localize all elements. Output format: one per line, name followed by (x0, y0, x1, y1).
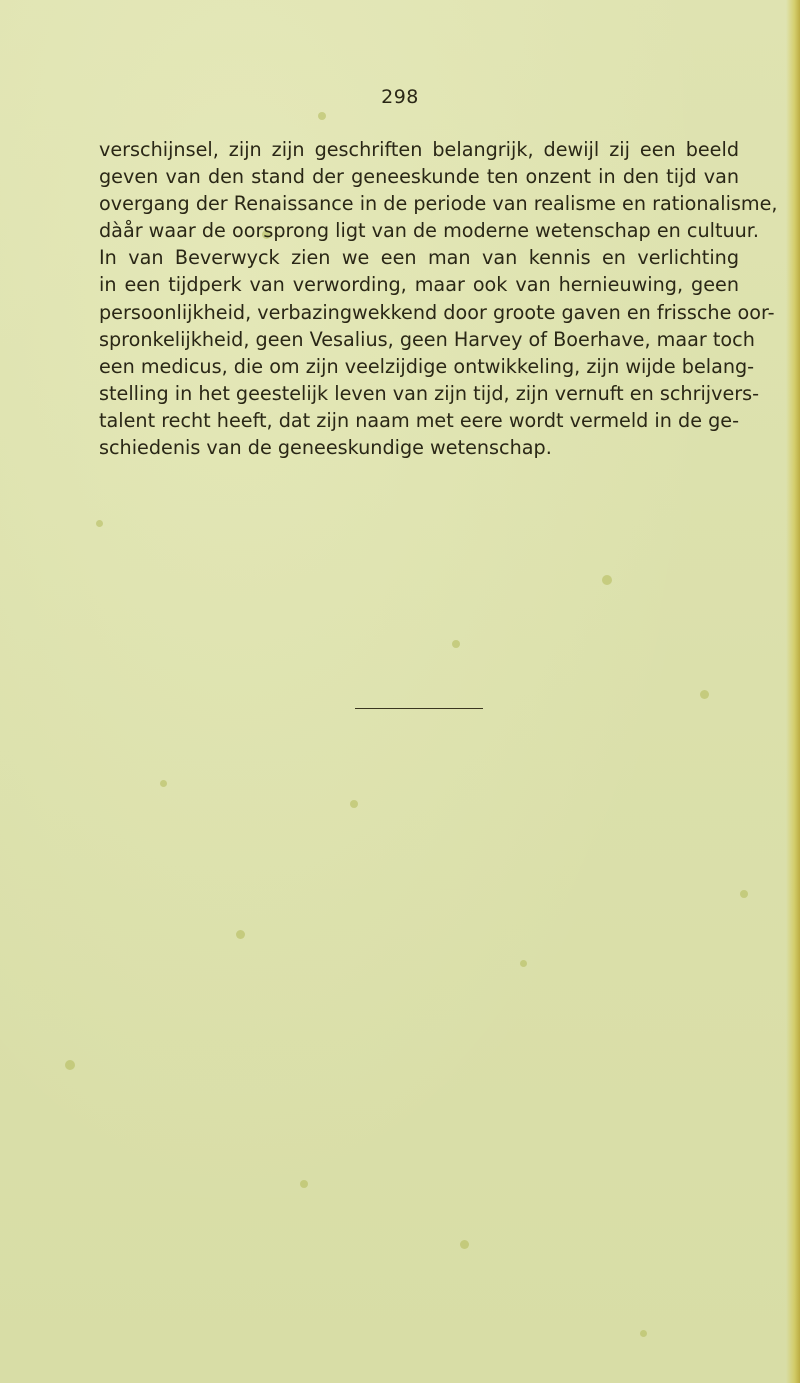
foxing-spot (236, 930, 245, 939)
text-line: overgang der Renaissance in de periode van realisme en rationalisme, (99, 192, 778, 216)
text-line: dàår waar de oorsprong ligt van de moderne wetenschap en cultuur. (99, 219, 760, 243)
foxing-spot (160, 780, 167, 787)
page-number: 298 (381, 86, 419, 108)
text-line: schiedenis van de geneeskundige wetenschap. (99, 436, 552, 460)
foxing-spot (318, 112, 326, 120)
foxing-spot (350, 800, 358, 808)
foxing-spot (520, 960, 527, 967)
text-line: spronkelijkheid, geen Vesalius, geen Harvey of Boerhave, maar toch (99, 327, 755, 351)
text-line: talent recht heeft, dat zijn naam met eere wordt vermeld in de ge- (99, 408, 740, 432)
foxing-spot (65, 1060, 75, 1070)
text-line: In van Beverwyck zien we een man van kennis en verlichting (99, 246, 739, 270)
page-edge-shadow (786, 0, 800, 1383)
text-line: in een tijdperk van verwording, maar ook van hernieuwing, geen (99, 273, 739, 297)
text-line: persoonlijkheid, verbazingwekkend door groote gaven en frissche oor- (99, 300, 775, 324)
foxing-spot (452, 640, 460, 648)
foxing-spot (740, 890, 748, 898)
foxing-spot (300, 1180, 308, 1188)
section-divider-rule (355, 708, 483, 709)
text-line: verschijnsel, zijn zijn geschriften belangrijk, dewijl zij een beeld (99, 138, 739, 161)
foxing-spot (96, 520, 103, 527)
text-line: stelling in het geestelijk leven van zijn tijd, zijn vernuft en schrijvers- (99, 381, 760, 405)
body-paragraph (99, 136, 778, 461)
foxing-spot (460, 1240, 469, 1249)
foxing-spot (602, 575, 612, 585)
foxing-spot (700, 690, 709, 699)
text-line: een medicus, die om zijn veelzijdige ontwikkeling, zijn wijde belang- (99, 354, 755, 378)
foxing-spot (640, 1330, 647, 1337)
text-line: geven van den stand der geneeskunde ten onzent in den tijd van (99, 165, 739, 189)
